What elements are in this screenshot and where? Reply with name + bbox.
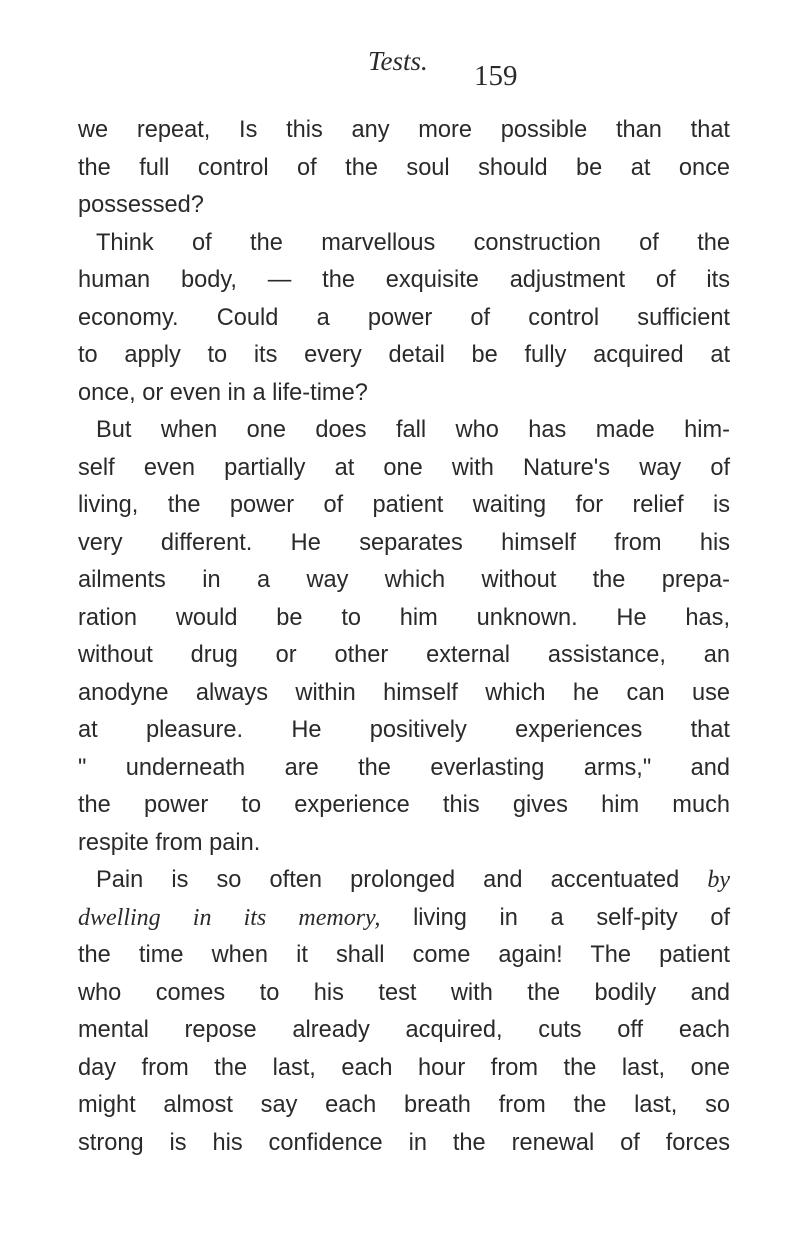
- text-line: ailments in a way which without the prepa-: [78, 567, 730, 593]
- text-line: the power to experience this gives him much: [78, 792, 730, 818]
- text-line: anodyne always within himself which he can use: [78, 679, 730, 706]
- text-line: But when one does fall who has made him-: [96, 417, 730, 443]
- text-line: [78, 862, 730, 900]
- running-header: [0, 46, 800, 96]
- text-line: to apply to its every detail be fully acquired at: [78, 342, 730, 368]
- text-line: living, the power of patient waiting for relief is: [78, 492, 730, 518]
- emphasis-text: dwelling in its memory,: [78, 904, 381, 931]
- emphasis-text: by: [707, 867, 730, 893]
- text-line: the full control of the soul should be at once: [78, 154, 730, 181]
- text-line: without drug or other external assistance, an: [78, 642, 730, 668]
- text-segment: living in a self-pity of: [413, 904, 730, 931]
- text-line: respite from pain.: [78, 829, 261, 856]
- text-line: economy. Could a power of control sufficient: [78, 304, 730, 331]
- text-line: possessed?: [78, 192, 204, 218]
- text-line: Think of the marvellous construction of the: [96, 229, 730, 256]
- text-line: " underneath are the everlasting arms," and: [78, 754, 730, 781]
- text-line: ration would be to him unknown. He has,: [78, 604, 730, 631]
- text-line: might almost say each breath from the last, so: [78, 1092, 730, 1118]
- text-line: human body, — the exquisite adjustment of its: [78, 267, 730, 293]
- text-line: at pleasure. He positively experiences that: [78, 717, 730, 743]
- page-number: 159: [474, 60, 518, 92]
- text-line: we repeat, Is this any more possible than that: [78, 117, 730, 143]
- text-line: once, or even in a life-time?: [78, 379, 368, 406]
- text-line: strong is his confidence in the renewal of forces: [78, 1129, 730, 1156]
- body-text: [78, 112, 730, 1162]
- text-segment: Pain is so often prolonged and accentuated: [96, 867, 680, 893]
- text-line: [78, 900, 730, 938]
- text-line: mental repose already acquired, cuts off each: [78, 1017, 730, 1043]
- text-line: very different. He separates himself from his: [78, 529, 730, 556]
- page-title: Tests.: [368, 46, 428, 76]
- text-line: the time when it shall come again! The patient: [78, 942, 730, 968]
- text-line: day from the last, each hour from the last, one: [78, 1054, 730, 1081]
- text-line: who comes to his test with the bodily and: [78, 979, 730, 1006]
- text-line: self even partially at one with Nature's way of: [78, 454, 730, 481]
